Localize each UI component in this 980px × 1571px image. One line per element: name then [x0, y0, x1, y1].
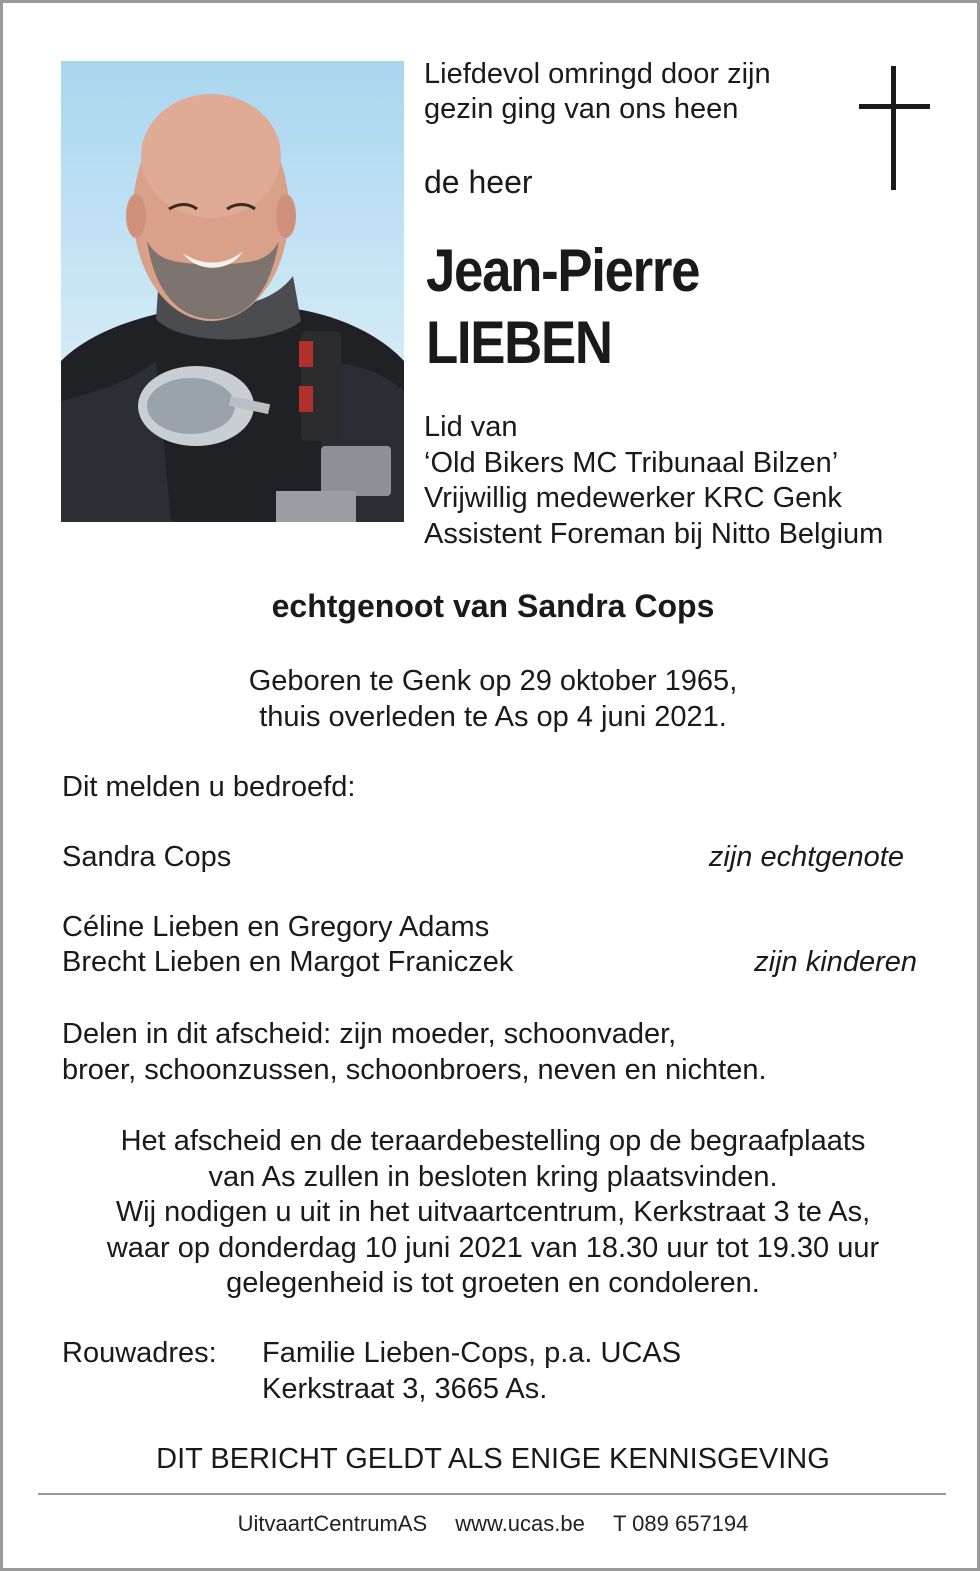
- child-couple: Céline Lieben en Gregory Adams: [62, 911, 490, 943]
- farewell-line: van As zullen in besloten kring plaatsvinden.: [208, 1160, 778, 1193]
- death-line: thuis overleden te As op 4 juni 2021.: [259, 700, 727, 733]
- child-couple: Brecht Lieben en Margot Franiczek: [62, 946, 514, 978]
- footer-phone: T 089 657194: [613, 1511, 749, 1536]
- announcement-intro: Dit melden u bedroefd:: [62, 771, 356, 803]
- birth-line: Geboren te Genk op 29 oktober 1965,: [248, 665, 738, 697]
- intro-line: Liefdevol omringd door zijn: [424, 58, 771, 90]
- share-line: Delen in dit afscheid: zijn moeder, schoonvader,: [62, 1018, 677, 1050]
- farewell-line: Het afscheid en de teraardebestelling op de begraafplaats: [120, 1125, 866, 1157]
- farewell-line: Wij nodigen u uit in het uitvaartcentrum, Kerkstraat 3 te As,: [115, 1196, 871, 1228]
- intro-text: [424, 57, 771, 127]
- honorific: de heer: [424, 164, 533, 200]
- membership-line: ‘Old Bikers MC Tribunaal Bilzen’: [424, 446, 839, 479]
- membership-line: Assistent Foreman bij Nitto Belgium: [424, 517, 884, 550]
- footer-divider: [38, 1493, 946, 1495]
- spouse-name: Sandra Cops: [62, 841, 232, 873]
- cross-icon: [859, 66, 931, 191]
- spouse-line: echtgenoot van Sandra Cops: [271, 588, 715, 624]
- notice-statement: DIT BERICHT GELDT ALS ENIGE KENNISGEVING: [156, 1443, 830, 1475]
- footer: [3, 1509, 980, 1539]
- footer-company: UitvaartCentrumAS: [237, 1511, 428, 1536]
- share-line: broer, schoonzussen, schoonbroers, neven en nichten.: [62, 1053, 767, 1086]
- membership-line: Vrijwillig medewerker KRC Genk: [424, 482, 842, 514]
- last-name: LIEBEN: [426, 309, 612, 376]
- share-in-farewell: [62, 1017, 767, 1088]
- birth-death-info: [3, 664, 980, 735]
- address-line: Kerkstraat 3, 3665 As.: [262, 1372, 548, 1405]
- address-lines: [262, 1336, 681, 1407]
- deceased-name: [426, 235, 699, 379]
- intro-line: gezin ging van ons heen: [424, 93, 739, 125]
- address-line: Familie Lieben-Cops, p.a. UCAS: [262, 1337, 682, 1369]
- footer-website[interactable]: www.ucas.be: [455, 1511, 585, 1536]
- family-row-spouse: [62, 840, 917, 875]
- address-label: Rouwadres:: [62, 1337, 217, 1369]
- farewell-details: [3, 1124, 980, 1302]
- farewell-line: gelegenheid is tot groeten en condoleren.: [226, 1267, 760, 1299]
- children-relation: zijn kinderen: [754, 946, 917, 978]
- farewell-line: waar op donderdag 10 juni 2021 van 18.30 uur tot 19.30 uur: [106, 1231, 880, 1264]
- spouse-relation: zijn echtgenote: [708, 841, 904, 873]
- portrait-photo: [61, 61, 404, 522]
- first-name: Jean-Pierre: [426, 237, 700, 304]
- membership-line: Lid van: [424, 411, 518, 443]
- family-row-children: [62, 910, 917, 980]
- children-names: [62, 910, 513, 980]
- membership-info: [424, 410, 883, 552]
